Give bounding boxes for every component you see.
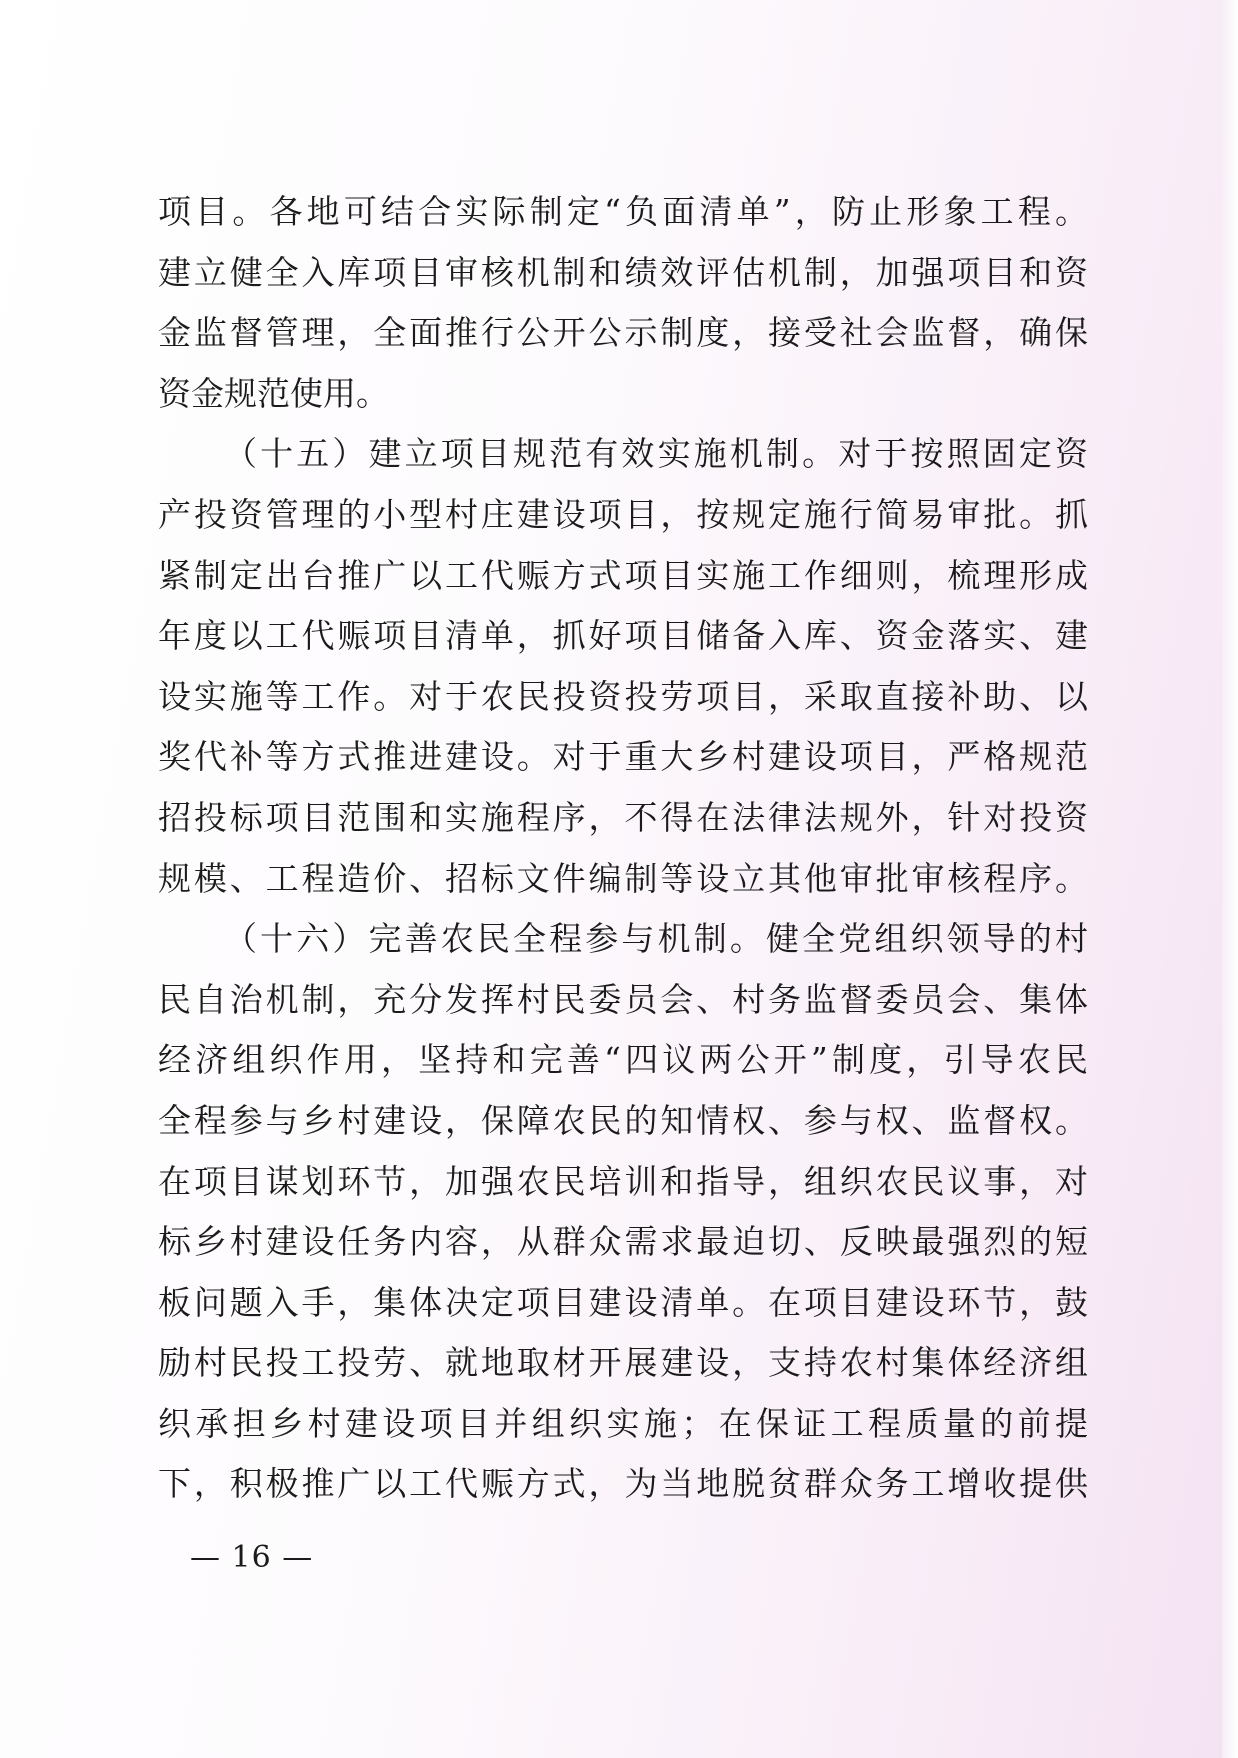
text-line: 金监督管理，全面推行公开公示制度，接受社会监督，确保 xyxy=(158,313,1088,353)
section-heading-line: （十六）完善农民全程参与机制。健全党组织领导的村 xyxy=(224,919,1088,959)
text-line: 民自治机制，充分发挥村民委员会、村务监督委员会、集体 xyxy=(158,979,1088,1019)
text-line: 奖代补等方式推进建设。对于重大乡村建设项目，严格规范 xyxy=(158,737,1088,777)
body-text xyxy=(158,182,1088,1515)
text-line: 规模、工程造价、招标文件编制等设立其他审批审核程序。 xyxy=(158,858,1088,898)
text-line: 招投标项目范围和实施程序，不得在法律法规外，针对投资 xyxy=(158,797,1088,837)
scan-edge xyxy=(1222,0,1238,1758)
text-line: 产投资管理的小型村庄建设项目，按规定施行简易审批。抓 xyxy=(158,494,1088,534)
text-line: 项目。各地可结合实际制定“负面清单”，防止形象工程。 xyxy=(158,192,1088,231)
page-number: — 16 — xyxy=(190,1540,314,1575)
text-line: 下，积极推广以工代赈方式，为当地脱贫群众务工增收提供 xyxy=(158,1464,1088,1504)
text-line: 励村民投工投劳、就地取材开展建设，支持农村集体经济组 xyxy=(158,1343,1088,1383)
text-line: 标乡村建设任务内容，从群众需求最迫切、反映最强烈的短 xyxy=(158,1222,1088,1262)
text-line: 在项目谋划环节，加强农民培训和指导，组织农民议事，对 xyxy=(158,1161,1088,1201)
text-line: 年度以工代赈项目清单，抓好项目储备入库、资金落实、建 xyxy=(158,616,1088,656)
text-line: 设实施等工作。对于农民投资投劳项目，采取直接补助、以 xyxy=(158,676,1088,716)
text-line: 全程参与乡村建设，保障农民的知情权、参与权、监督权。 xyxy=(158,1100,1088,1140)
text-line: 建立健全入库项目审核机制和绩效评估机制，加强项目和资 xyxy=(158,252,1088,292)
text-line: 资金规范使用。 xyxy=(158,373,389,413)
text-line: 板问题入手，集体决定项目建设清单。在项目建设环节，鼓 xyxy=(158,1282,1088,1322)
section-heading-line: （十五）建立项目规范有效实施机制。对于按照固定资 xyxy=(224,434,1088,474)
text-line: 经济组织作用，坚持和完善“四议两公开”制度，引导农民 xyxy=(158,1040,1088,1080)
text-line: 织承担乡村建设项目并组织实施；在保证工程质量的前提 xyxy=(158,1403,1088,1443)
text-line: 紧制定出台推广以工代赈方式项目实施工作细则，梳理形成 xyxy=(158,555,1088,595)
